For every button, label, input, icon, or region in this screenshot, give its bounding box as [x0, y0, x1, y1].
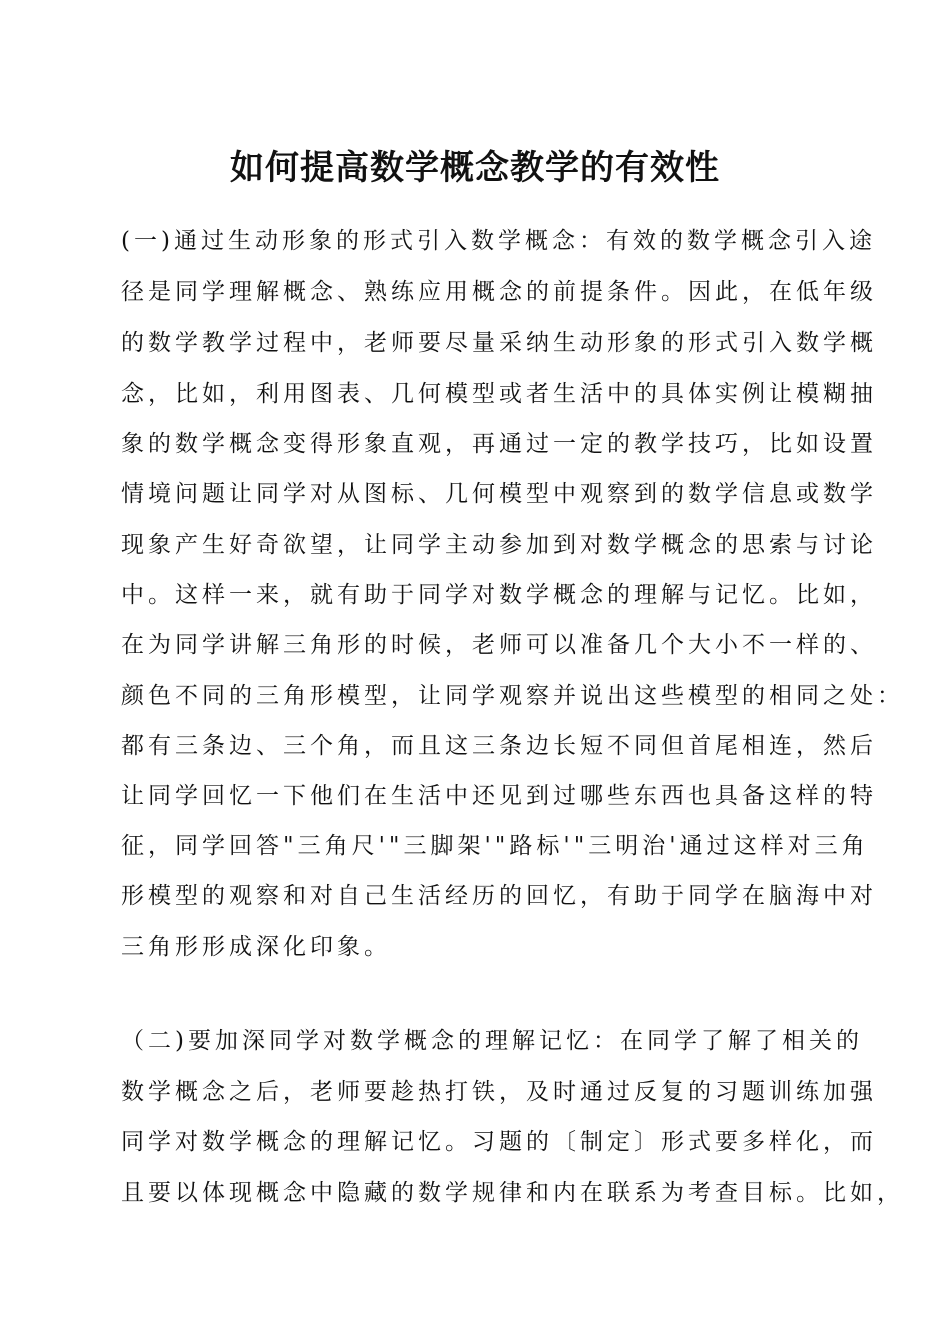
paragraph-line: 颜色不同的三角形模型，让同学观察并说出这些模型的相同之处：: [121, 683, 904, 709]
paragraph-line: 形模型的观察和对自己生活经历的回忆，有助于同学在脑海中对: [121, 883, 877, 909]
paragraph-line: （二)要加深同学对数学概念的理解记忆：在同学了解了相关的: [121, 1028, 863, 1054]
paragraph-line: 征，同学回答"三角尺'"三脚架'"路标'"三明治'通过这样对三角: [121, 833, 869, 859]
paragraph-line: 在为同学讲解三角形的时候，老师可以准备几个大小不一样的、: [121, 632, 877, 658]
document-title: 如何提高数学概念教学的有效性: [230, 148, 720, 188]
paragraph-line: 的数学教学过程中，老师要尽量采纳生动形象的形式引入数学概: [121, 330, 877, 356]
paragraph-line: (一)通过生动形象的形式引入数学概念：有效的数学概念引入途: [121, 228, 876, 254]
paragraph-line: 象的数学概念变得形象直观，再通过一定的教学技巧，比如设置: [121, 431, 877, 457]
paragraph-line: 同学对数学概念的理解记忆。习题的〔制定〕形式要多样化，而: [121, 1129, 877, 1155]
paragraph-line: 现象产生好奇欲望，让同学主动参加到对数学概念的思索与讨论: [121, 532, 877, 558]
paragraph-line: 径是同学理解概念、熟练应用概念的前提条件。因此，在低年级: [121, 279, 877, 305]
paragraph-line: 且要以体现概念中隐藏的数学规律和内在联系为考查目标。比如，: [121, 1180, 904, 1206]
paragraph-line: 都有三条边、三个角，而且这三条边长短不同但首尾相连，然后: [121, 733, 877, 759]
paragraph-line: 让同学回忆一下他们在生活中还见到过哪些东西也具备这样的特: [121, 783, 877, 809]
paragraph-line: 情境问题让同学对从图标、几何模型中观察到的数学信息或数学: [121, 481, 877, 507]
paragraph-line: 三角形形成深化印象。: [121, 934, 391, 960]
paragraph-line: 中。这样一来，就有助于同学对数学概念的理解与记忆。比如，: [121, 582, 877, 608]
paragraph-line: 念，比如，利用图表、几何模型或者生活中的具体实例让模糊抽: [121, 381, 877, 407]
paragraph-line: 数学概念之后，老师要趁热打铁，及时通过反复的习题训练加强: [121, 1079, 877, 1105]
